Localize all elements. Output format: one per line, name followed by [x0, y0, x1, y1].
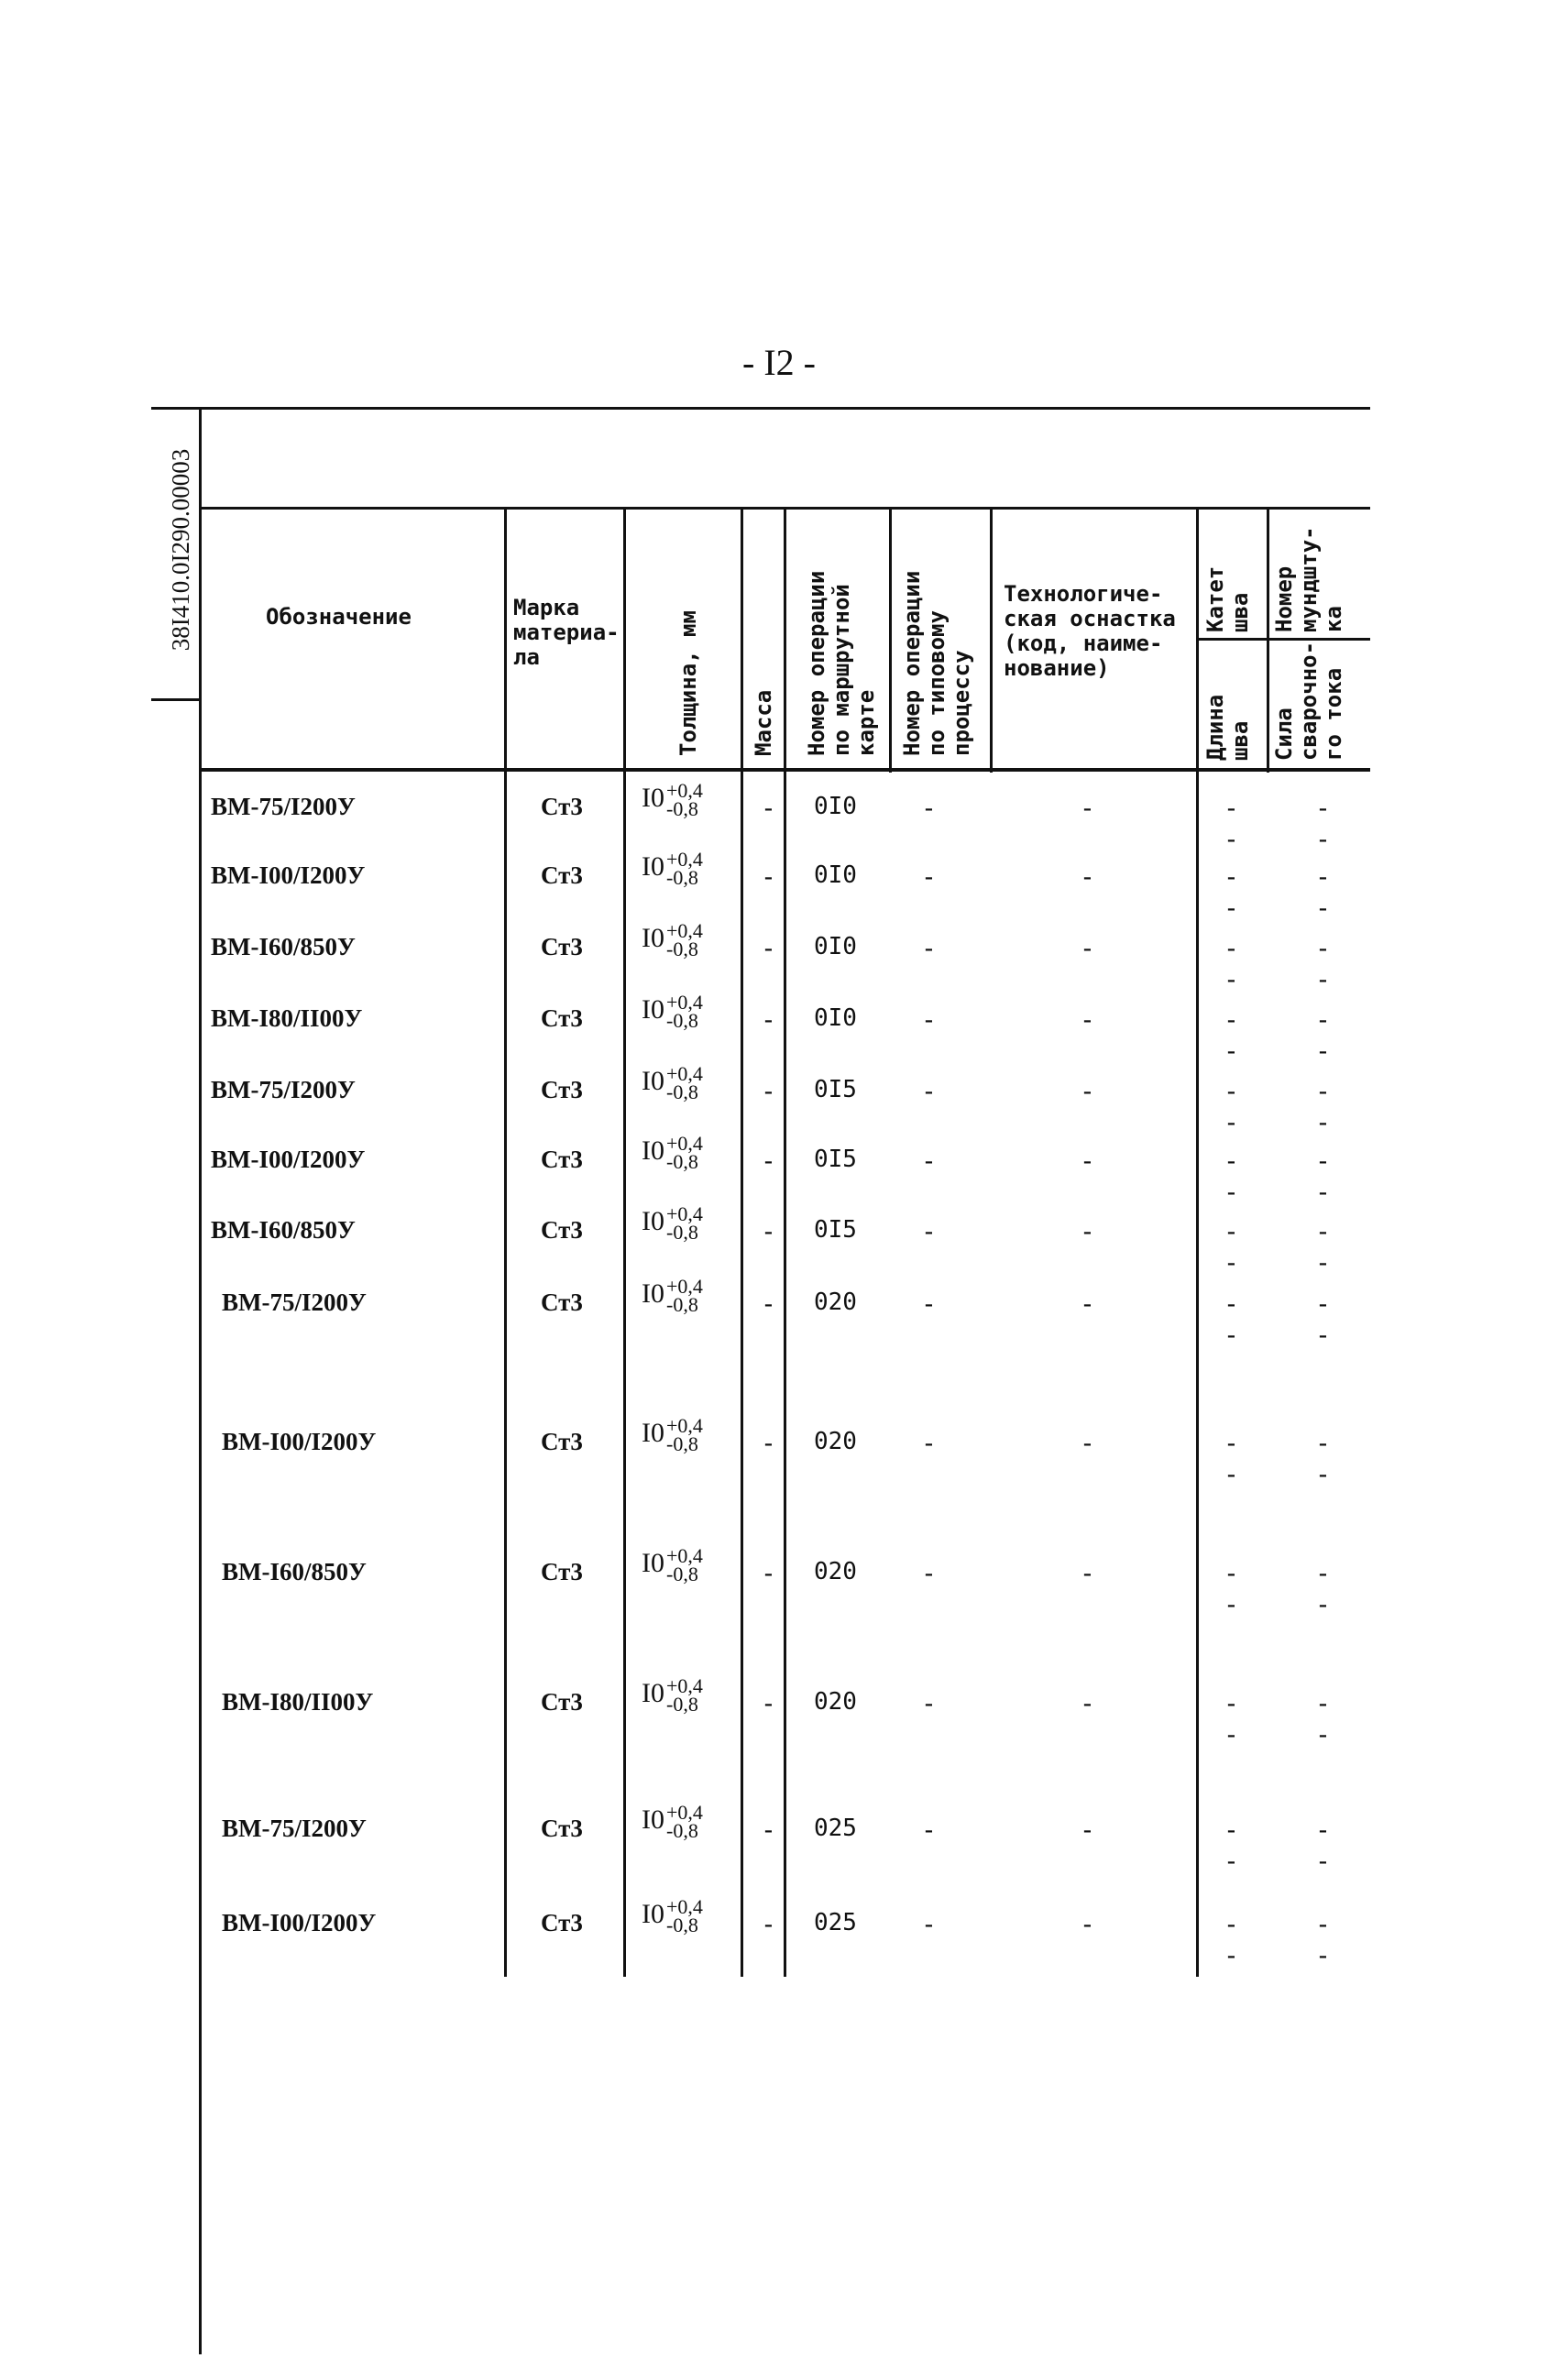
material-cell: Ст3 [541, 1909, 583, 1936]
tolerance-upper: +0,4 [666, 1275, 703, 1298]
thickness-tolerance [666, 1895, 703, 1936]
material-cell: Ст3 [541, 1558, 583, 1585]
current-cell: - [1315, 1177, 1331, 1207]
material-cell: Ст3 [541, 1004, 583, 1032]
thickness-tolerance [666, 779, 703, 820]
thickness-cell [642, 993, 703, 1030]
typical-operation-cell: - [921, 793, 937, 823]
thickness-tolerance [666, 1674, 703, 1716]
route-operation-cell: 0I0 [814, 1004, 857, 1032]
thickness-cell [642, 919, 703, 960]
header-material: Марка материа- ла [513, 595, 620, 670]
seam-length-cell: - [1224, 1177, 1239, 1207]
tolerance-upper: +0,4 [666, 1132, 703, 1155]
mass-cell: - [761, 1216, 776, 1246]
material-cell: Ст3 [541, 1428, 583, 1455]
header-thickness: Толщина, мм [675, 610, 701, 756]
tolerance-lower: -0,8 [666, 938, 698, 960]
designation-cell: ВМ-I00/I200У [222, 1428, 377, 1455]
designation-cell: ВМ-I60/850У [211, 933, 356, 960]
typical-operation-cell: - [921, 1688, 937, 1718]
thickness-tolerance [666, 993, 703, 1030]
leg-cell: - [1224, 1004, 1239, 1035]
thickness-nominal: I0 [642, 850, 664, 882]
tolerance-upper: +0,4 [666, 1801, 703, 1824]
col-line [1196, 507, 1199, 1977]
thickness-tolerance [666, 1801, 703, 1842]
designation-cell: ВМ-75/I200У [222, 1289, 367, 1316]
leg-cell: - [1224, 793, 1239, 823]
tolerance-lower: -0,8 [666, 1293, 698, 1316]
thickness-nominal: I0 [642, 1547, 664, 1578]
top-rule [151, 407, 1370, 410]
seam-length-cell: - [1224, 1459, 1239, 1489]
col-line [623, 507, 626, 1977]
material-cell: Ст3 [541, 861, 583, 889]
tolerance-upper: +0,4 [666, 991, 703, 1014]
tolerance-lower: -0,8 [666, 797, 698, 820]
fixture-number-cell: - [1315, 1289, 1331, 1319]
thickness-cell [642, 1275, 703, 1316]
mass-cell: - [761, 933, 776, 963]
thickness-cell [642, 779, 703, 820]
route-operation-cell: 0I5 [814, 1146, 857, 1173]
fixture-number-cell: - [1315, 1558, 1331, 1588]
leg-cell: - [1224, 1558, 1239, 1588]
route-operation-cell: 0I5 [814, 1216, 857, 1244]
seam-length-cell: - [1224, 1320, 1239, 1350]
current-cell: - [1315, 1719, 1331, 1749]
tolerance-upper: +0,4 [666, 1895, 703, 1918]
typical-operation-cell: - [921, 1558, 937, 1588]
fixture-number-cell: - [1315, 933, 1331, 963]
thickness-cell [642, 1132, 703, 1173]
seam-length-cell: - [1224, 1940, 1239, 1970]
tolerance-lower: -0,8 [666, 1080, 698, 1103]
mass-cell: - [761, 1004, 776, 1035]
thickness-nominal: I0 [642, 1677, 664, 1708]
material-cell: Ст3 [541, 1815, 583, 1842]
fixture-number-cell: - [1315, 1909, 1331, 1939]
tolerance-upper: +0,4 [666, 1674, 703, 1697]
tolerance-lower: -0,8 [666, 1819, 698, 1842]
designation-cell: ВМ-I80/II00У [222, 1688, 374, 1716]
seam-length-cell: - [1224, 824, 1239, 854]
material-cell: Ст3 [541, 1688, 583, 1716]
tooling-cell: - [1080, 1004, 1095, 1035]
typical-operation-cell: - [921, 861, 937, 892]
thickness-tolerance [666, 1544, 703, 1585]
thickness-cell [642, 850, 703, 887]
route-operation-cell: 0I0 [814, 861, 857, 889]
designation-cell: ВМ-I00/I200У [211, 1146, 366, 1173]
route-operation-cell: 025 [814, 1909, 857, 1936]
current-cell: - [1315, 1320, 1331, 1350]
col-line [990, 507, 993, 773]
mass-cell: - [761, 1688, 776, 1718]
material-cell: Ст3 [541, 1146, 583, 1173]
leg-cell: - [1224, 1815, 1239, 1845]
tolerance-lower: -0,8 [666, 1221, 698, 1244]
header-route-operation: Номер операции по маршрутной карте [804, 570, 879, 756]
designation-cell: ВМ-I60/850У [222, 1558, 367, 1585]
tooling-cell: - [1080, 1076, 1095, 1106]
tolerance-upper: +0,4 [666, 919, 703, 942]
header-mass: Масса [751, 689, 776, 756]
mass-cell: - [761, 1289, 776, 1319]
tooling-cell: - [1080, 1909, 1095, 1939]
thickness-nominal: I0 [642, 1135, 664, 1166]
thickness-tolerance [666, 850, 703, 887]
typical-operation-cell: - [921, 933, 937, 963]
thickness-nominal: I0 [642, 922, 664, 953]
col-line [784, 507, 786, 1977]
thickness-cell [642, 1801, 703, 1842]
thickness-cell [642, 1062, 703, 1103]
designation-cell: ВМ-I80/II00У [211, 1004, 363, 1032]
route-operation-cell: 0I0 [814, 933, 857, 960]
fixture-number-cell: - [1315, 1815, 1331, 1845]
current-cell: - [1315, 893, 1331, 923]
thickness-nominal: I0 [642, 1205, 664, 1236]
leg-cell: - [1224, 1076, 1239, 1106]
tolerance-upper: +0,4 [666, 1062, 703, 1085]
thickness-tolerance [666, 1202, 703, 1244]
mass-cell: - [761, 861, 776, 892]
current-cell: - [1315, 1846, 1331, 1876]
typical-operation-cell: - [921, 1815, 937, 1845]
thickness-nominal: I0 [642, 1278, 664, 1309]
thickness-nominal: I0 [642, 1898, 664, 1929]
designation-cell: ВМ-75/I200У [211, 1076, 356, 1103]
tolerance-lower: -0,8 [666, 1432, 698, 1455]
mass-cell: - [761, 1909, 776, 1939]
thickness-nominal: I0 [642, 1804, 664, 1835]
leg-cell: - [1224, 1428, 1239, 1458]
mass-cell: - [761, 793, 776, 823]
thickness-tolerance [666, 1414, 703, 1455]
code-box-bottom [151, 698, 201, 701]
tolerance-lower: -0,8 [666, 1693, 698, 1716]
route-operation-cell: 0I5 [814, 1076, 857, 1103]
route-operation-cell: 020 [814, 1428, 857, 1455]
typical-operation-cell: - [921, 1909, 937, 1939]
col-line [741, 507, 743, 1977]
fixture-number-cell: - [1315, 1428, 1331, 1458]
route-operation-cell: 025 [814, 1815, 857, 1842]
current-cell: - [1315, 1036, 1331, 1066]
material-cell: Ст3 [541, 1076, 583, 1103]
header-seam-length: Длина шва [1202, 694, 1253, 761]
tolerance-upper: +0,4 [666, 1544, 703, 1567]
typical-operation-cell: - [921, 1076, 937, 1106]
designation-cell: ВМ-I60/850У [211, 1216, 356, 1244]
current-cell: - [1315, 1459, 1331, 1489]
leg-cell: - [1224, 1216, 1239, 1246]
seam-length-cell: - [1224, 1846, 1239, 1876]
tooling-cell: - [1080, 861, 1095, 892]
header-leg: Катет шва [1202, 565, 1253, 632]
tolerance-lower: -0,8 [666, 866, 698, 889]
tooling-cell: - [1080, 793, 1095, 823]
leg-cell: - [1224, 861, 1239, 892]
thickness-cell [642, 1414, 703, 1455]
header-typical-operation: Номер операции по типовому процессу [899, 570, 974, 756]
thickness-tolerance [666, 919, 703, 960]
tooling-cell: - [1080, 933, 1095, 963]
tooling-cell: - [1080, 1815, 1095, 1845]
mass-cell: - [761, 1558, 776, 1588]
seam-length-cell: - [1224, 1589, 1239, 1619]
thickness-cell [642, 1544, 703, 1585]
current-cell: - [1315, 964, 1331, 994]
fixture-number-cell: - [1315, 793, 1331, 823]
thickness-cell [642, 1895, 703, 1936]
tolerance-upper: +0,4 [666, 1414, 703, 1437]
tolerance-lower: -0,8 [666, 1009, 698, 1032]
current-cell: - [1315, 1107, 1331, 1137]
typical-operation-cell: - [921, 1146, 937, 1176]
fixture-number-cell: - [1315, 1076, 1331, 1106]
fixture-number-cell: - [1315, 861, 1331, 892]
thickness-tolerance [666, 1062, 703, 1103]
route-operation-cell: 020 [814, 1688, 857, 1716]
tolerance-upper: +0,4 [666, 1202, 703, 1225]
thickness-tolerance [666, 1132, 703, 1173]
tooling-cell: - [1080, 1558, 1095, 1588]
tooling-cell: - [1080, 1289, 1095, 1319]
thickness-cell [642, 1202, 703, 1244]
thickness-nominal: I0 [642, 782, 664, 813]
material-cell: Ст3 [541, 933, 583, 960]
current-cell: - [1315, 1940, 1331, 1970]
fixture-number-cell: - [1315, 1216, 1331, 1246]
current-cell: - [1315, 824, 1331, 854]
seam-length-cell: - [1224, 1107, 1239, 1137]
typical-operation-cell: - [921, 1216, 937, 1246]
tooling-cell: - [1080, 1146, 1095, 1176]
thickness-nominal: I0 [642, 993, 664, 1025]
page-number: - I2 - [742, 342, 816, 383]
designation-cell: ВМ-75/I200У [211, 793, 356, 820]
tooling-cell: - [1080, 1428, 1095, 1458]
material-cell: Ст3 [541, 1216, 583, 1244]
tolerance-upper: +0,4 [666, 848, 703, 871]
mass-cell: - [761, 1428, 776, 1458]
current-cell: - [1315, 1589, 1331, 1619]
leg-cell: - [1224, 1146, 1239, 1176]
col-line [504, 507, 507, 1977]
thickness-nominal: I0 [642, 1417, 664, 1448]
subheader-line [1196, 638, 1370, 641]
thickness-nominal: I0 [642, 1065, 664, 1096]
header-tooling: Технологиче- ская оснастка (код, наиме- нование) [1004, 581, 1176, 681]
designation-cell: ВМ-I00/I200У [211, 861, 366, 889]
tolerance-upper: +0,4 [666, 779, 703, 802]
fixture-number-cell: - [1315, 1688, 1331, 1718]
leg-cell: - [1224, 933, 1239, 963]
typical-operation-cell: - [921, 1428, 937, 1458]
col-line [889, 507, 892, 773]
header-current: Сила сварочно- го тока [1271, 641, 1346, 761]
current-cell: - [1315, 1247, 1331, 1278]
tooling-cell: - [1080, 1216, 1095, 1246]
mass-cell: - [761, 1815, 776, 1845]
header-designation: Обозначение [266, 604, 412, 630]
tolerance-lower: -0,8 [666, 1563, 698, 1585]
leg-cell: - [1224, 1909, 1239, 1939]
seam-length-cell: - [1224, 1247, 1239, 1278]
fixture-number-cell: - [1315, 1004, 1331, 1035]
designation-cell: ВМ-75/I200У [222, 1815, 367, 1842]
mass-cell: - [761, 1146, 776, 1176]
designation-cell: ВМ-I00/I200У [222, 1909, 377, 1936]
thickness-cell [642, 1674, 703, 1716]
thickness-tolerance [666, 1275, 703, 1316]
typical-operation-cell: - [921, 1289, 937, 1319]
typical-operation-cell: - [921, 1004, 937, 1035]
mass-cell: - [761, 1076, 776, 1106]
material-cell: Ст3 [541, 793, 583, 820]
seam-length-cell: - [1224, 1719, 1239, 1749]
route-operation-cell: 0I0 [814, 793, 857, 820]
material-cell: Ст3 [541, 1289, 583, 1316]
seam-length-cell: - [1224, 893, 1239, 923]
leg-cell: - [1224, 1688, 1239, 1718]
route-operation-cell: 020 [814, 1289, 857, 1316]
header-fixture-number: Номер мундшту- ка [1271, 526, 1346, 632]
tolerance-lower: -0,8 [666, 1914, 698, 1936]
document-code: 38I410.0I290.00003 [167, 448, 194, 652]
tolerance-lower: -0,8 [666, 1150, 698, 1173]
tooling-cell: - [1080, 1688, 1095, 1718]
route-operation-cell: 020 [814, 1558, 857, 1585]
seam-length-cell: - [1224, 1036, 1239, 1066]
leg-cell: - [1224, 1289, 1239, 1319]
seam-length-cell: - [1224, 964, 1239, 994]
fixture-number-cell: - [1315, 1146, 1331, 1176]
